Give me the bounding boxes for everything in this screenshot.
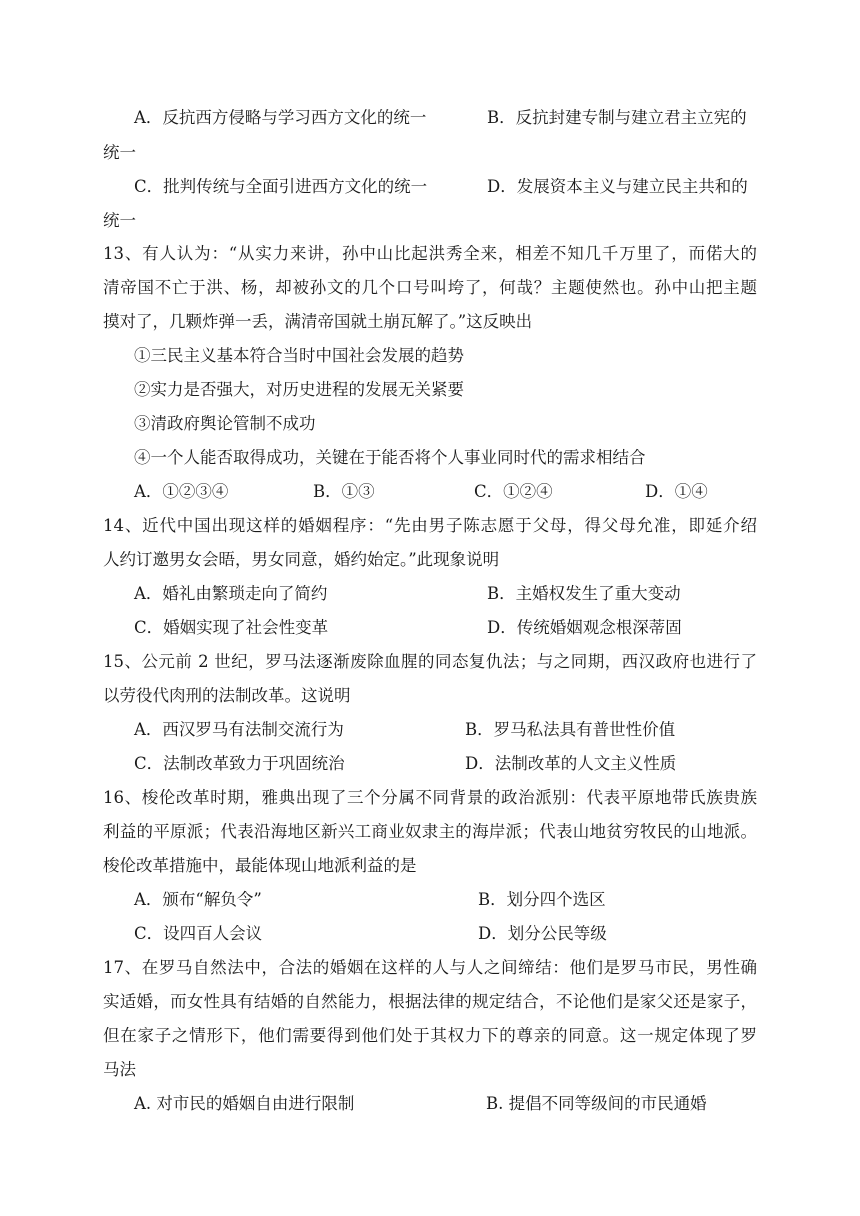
q12-option-d[interactable]: D．发展资本主义与建立民主共和的 <box>487 177 748 196</box>
q13-option-a[interactable]: A．①②③④ <box>134 482 229 501</box>
q14-row2 <box>134 611 757 645</box>
q13-stem-line3: 摸对了，几颗炸弹一丢，满清帝国就土崩瓦解了。”这反映出 <box>103 312 533 331</box>
q12-option-a[interactable]: A．反抗西方侵略与学习西方文化的统一 <box>134 108 427 127</box>
q17-option-a[interactable]: A. 对市民的婚姻自由进行限制 <box>134 1094 355 1113</box>
q16-option-a[interactable]: A．颁布“解负令” <box>134 890 262 909</box>
q15-row1 <box>134 713 757 747</box>
q13-option-d[interactable]: D．①④ <box>645 482 708 501</box>
q16-row1 <box>134 883 757 917</box>
q14-option-b[interactable]: B．主婚权发生了重大变动 <box>487 584 681 603</box>
q14-stem-line1: 14、近代中国出现这样的婚姻程序：“先由男子陈志愿于父母，得父母允准，即延介绍 <box>103 516 757 535</box>
q15-option-d[interactable]: D．法制改革的人文主义性质 <box>465 754 677 773</box>
q12-option-d-cont: 统一 <box>103 211 136 230</box>
q17-stem-line4: 马法 <box>103 1060 136 1079</box>
q13-option-c[interactable]: C．①②④ <box>474 482 553 501</box>
q13-stem-line1: 13、有人认为：“从实力来讲，孙中山比起洪秀全来，相差不知几千万里了，而偌大的 <box>103 244 757 263</box>
q13-item-1: ①三民主义基本符合当时中国社会发展的趋势 <box>134 346 464 365</box>
q12-row1 <box>134 101 757 135</box>
q12-option-b[interactable]: B．反抗封建专制与建立君主立宪的 <box>487 108 747 127</box>
q13-item-4: ④一个人能否取得成功，关键在于能否将个人事业同时代的需求相结合 <box>134 448 646 467</box>
q15-stem-line1: 15、公元前 2 世纪，罗马法逐渐废除血腥的同态复仇法；与之同期，西汉政府也进行了 <box>103 652 757 671</box>
q16-option-c[interactable]: C．设四百人会议 <box>134 924 263 943</box>
q17-option-b[interactable]: B. 提倡不同等级间的市民通婚 <box>486 1094 707 1113</box>
q12-row2 <box>134 170 757 204</box>
q14-row1 <box>134 577 757 611</box>
q12-option-b-cont: 统一 <box>103 143 136 162</box>
q14-stem-line2: 人约订邀男女会晤，男女同意，婚约始定。”此现象说明 <box>103 550 500 569</box>
q14-option-d[interactable]: D．传统婚姻观念根深蒂固 <box>487 618 682 637</box>
q17-row1 <box>134 1087 757 1121</box>
q13-stem-line2: 清帝国不亡于洪、杨，却被孙文的几个口号叫垮了，何哉？主题使然也。孙中山把主题 <box>103 278 757 297</box>
q17-stem-line1: 17、在罗马自然法中，合法的婚姻在这样的人与人之间缔结：他们是罗马市民，男性确 <box>103 958 757 977</box>
q13-options-row <box>134 475 757 509</box>
q13-item-3: ③清政府舆论管制不成功 <box>134 414 316 433</box>
q15-stem-line2: 以劳役代肉刑的法制改革。这说明 <box>103 686 351 705</box>
q15-option-a[interactable]: A．西汉罗马有法制交流行为 <box>134 720 344 739</box>
q13-option-b[interactable]: B．①③ <box>313 482 375 501</box>
q15-option-c[interactable]: C．法制改革致力于巩固统治 <box>134 754 345 773</box>
q15-row2 <box>134 747 757 781</box>
q16-stem-line3: 梭伦改革措施中，最能体现山地派利益的是 <box>103 856 417 875</box>
q12-option-c[interactable]: C．批判传统与全面引进西方文化的统一 <box>134 177 428 196</box>
q13-item-2: ②实力是否强大，对历史进程的发展无关紧要 <box>134 380 464 399</box>
q16-option-d[interactable]: D．划分公民等级 <box>478 924 607 943</box>
q15-option-b[interactable]: B．罗马私法具有普世性价值 <box>465 720 676 739</box>
q16-option-b[interactable]: B．划分四个选区 <box>478 890 606 909</box>
q16-stem-line1: 16、梭伦改革时期，雅典出现了三个分属不同背景的政治派别：代表平原地带氏族贵族 <box>103 788 757 807</box>
q16-stem-line2: 利益的平原派；代表沿海地区新兴工商业奴隶主的海岸派；代表山地贫穷牧民的山地派。 <box>103 822 757 841</box>
q14-option-a[interactable]: A．婚礼由繁琐走向了简约 <box>134 584 328 603</box>
q14-option-c[interactable]: C．婚姻实现了社会性变革 <box>134 618 329 637</box>
q16-row2 <box>134 917 757 951</box>
q17-stem-line3: 但在家子之情形下，他们需要得到他们处于其权力下的尊亲的同意。这一规定体现了罗 <box>103 1026 757 1045</box>
q17-stem-line2: 实适婚，而女性具有结婚的自然能力，根据法律的规定结合，不论他们是家父还是家子， <box>103 992 757 1011</box>
